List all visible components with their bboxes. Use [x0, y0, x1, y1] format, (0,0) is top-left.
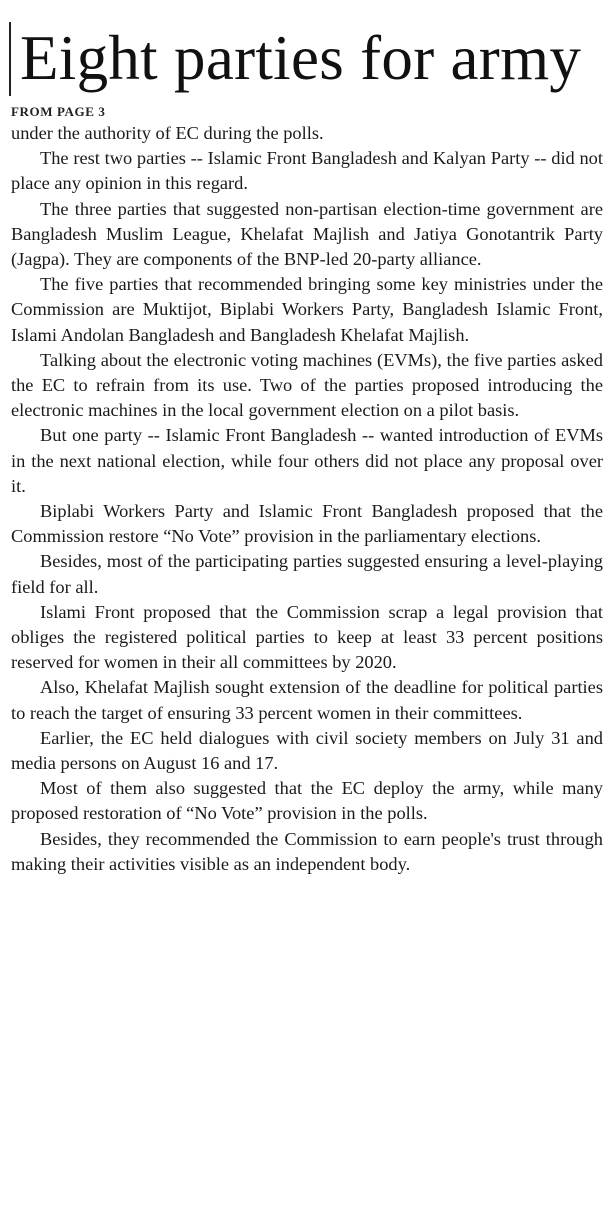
- paragraph: Most of them also suggested that the EC deploy the army, while many proposed restoration of “No Vote” provision in the polls.: [11, 778, 603, 824]
- article-body: [11, 103, 603, 877]
- paragraph: Earlier, the EC held dialogues with civil society members on July 31 and media persons on August 16 and 17.: [11, 727, 603, 774]
- paragraph: under the authority of EC during the polls.: [11, 123, 324, 143]
- paragraph: Also, Khelafat Majlish sought extension of the deadline for political parties to reach the target of ensuring 33 percent women in their committees.: [11, 677, 603, 723]
- paragraph: Islami Front proposed that the Commission scrap a legal provision that obliges the registered political parties to keep at least 33 percent positions reserved for women in their all committees by 2020.: [11, 601, 603, 673]
- paragraph: Talking about the electronic voting machines (EVMs), the five parties asked the EC to refrain from its use. Two of the parties proposed introducing the electronic machines in the local government election on a pilot basis.: [11, 349, 603, 421]
- paragraph: Besides, most of the participating parties suggested ensuring a level-playing field for all.: [11, 551, 603, 597]
- jump-line: FROM PAGE 3: [11, 104, 106, 119]
- paragraph: Besides, they recommended the Commission to earn people's trust through making their activities visible as an independent body.: [11, 828, 603, 874]
- column-rule: [9, 22, 11, 96]
- paragraph: Biplabi Workers Party and Islamic Front Bangladesh proposed that the Commission restore “No Vote” provision in the parliamentary elections.: [11, 501, 603, 547]
- paragraph: The rest two parties -- Islamic Front Bangladesh and Kalyan Party -- did not place any opinion in this regard.: [11, 148, 603, 194]
- headline: Eight parties for army: [20, 23, 582, 93]
- paragraph: But one party -- Islamic Front Bangladesh -- wanted introduction of EVMs in the next national election, while four others did not place any proposal over it.: [11, 425, 603, 496]
- paragraph: The three parties that suggested non-partisan election-time government are Bangladesh Muslim League, Khelafat Majlish and Jatiya Gonotantrik Party (Jagpa). They are components of the BNP-led 20-party alliance.: [11, 198, 603, 270]
- paragraph: The five parties that recommended bringing some key ministries under the Commission are Muktijot, Biplabi Workers Party, Bangladesh Islamic Front, Islami Andolan Bangladesh and Bangladesh Khelafat Majlish.: [11, 274, 603, 345]
